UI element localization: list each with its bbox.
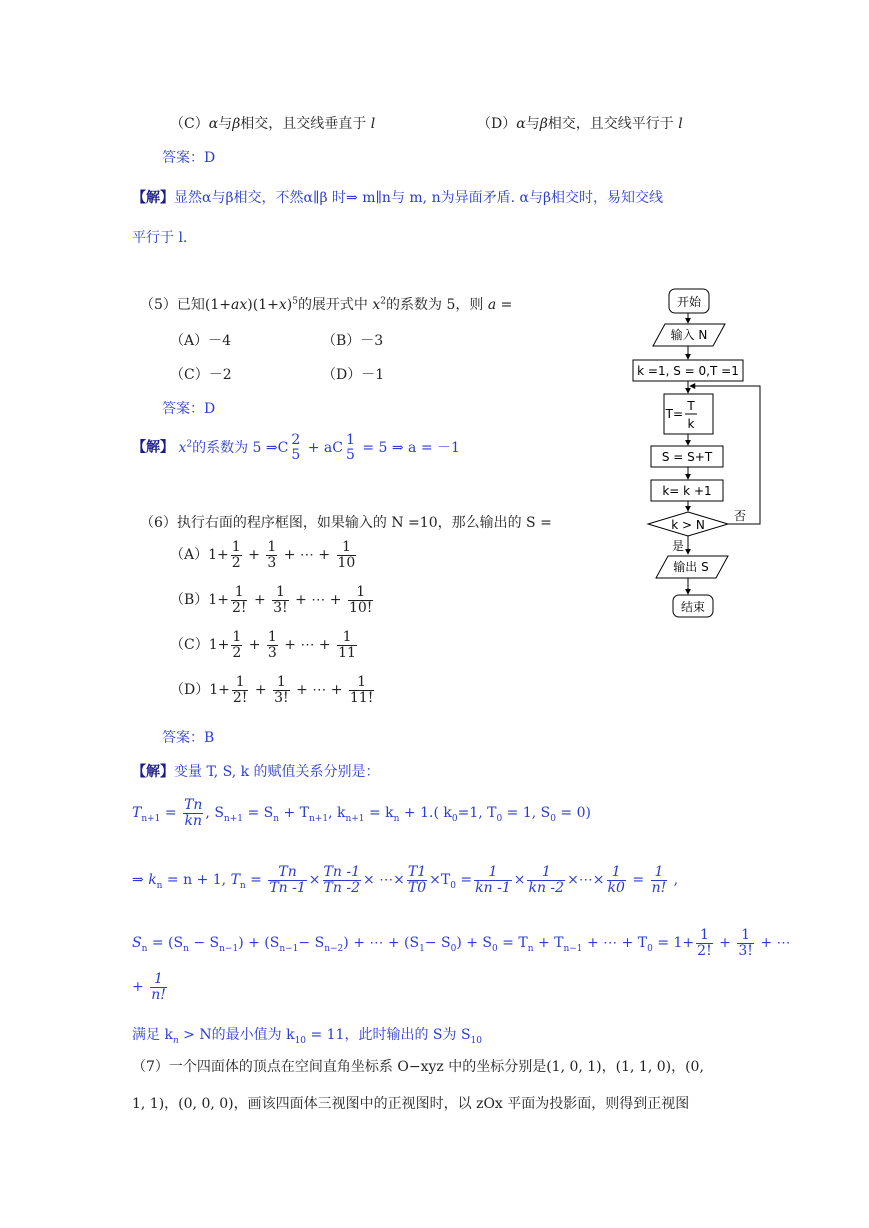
q7-line2: 1, 1)，(0, 0, 0)，画该四面体三视图中的正视图时，以 zOx 平面为投影面，则得到正视图 xyxy=(132,1096,690,1112)
flow-t-assign-lhs: T= xyxy=(665,407,683,421)
flow-output-label: 输出 S xyxy=(673,560,709,574)
flow-t-assign-den: k xyxy=(687,417,695,431)
flow-t-assign-num: T xyxy=(687,399,695,413)
flow-yes-label: 是 xyxy=(671,539,685,553)
flow-end-label: 结束 xyxy=(680,600,706,614)
flow-condition-label: k > N xyxy=(671,518,705,532)
q5-option-c: （C）－2 xyxy=(170,367,232,383)
q6-recurrence: $T_{n+1}$ = $\frac{Tn}{kn}$ , $S_{n+1} = S_n + T_{n+1}$, $k_{n+1} = k_n + 1$.( $k_0=1$, $T_0 = 1$, $S_0 = 0$) xyxy=(132,797,591,829)
q6-answer: 答案：B xyxy=(162,730,215,746)
q4-option-c: （C）α与β相交，且交线垂直于 l xyxy=(170,116,376,132)
q6-option-d: （D）1+ $\frac{1}{2!}$ + $\frac{1}{3!}$ + ⋯ + $\frac{1}{11!}$ xyxy=(170,674,374,706)
flow-s-assign-label: S = S+T xyxy=(661,450,713,464)
flow-no-label: 否 xyxy=(733,509,747,523)
flow-k-assign-label: k= k +1 xyxy=(662,484,712,498)
q4-solution-line2: 平行于 l. xyxy=(132,230,188,246)
q6-implies-line: ⇒ $k_n = n + 1$, $T_n$ = $\frac{Tn}{Tn -1}$ × $\frac{Tn -1}{Tn -2}$ × ⋯× $\frac{T1}{T0}$ $\times T_0$ = $\frac{1}{kn -1}$ × $\frac{1}{kn -2}$ ×⋯× $\frac{1}{k0}$ = $\frac{1}{n!}$ , xyxy=(132,864,679,896)
q5-answer: 答案：D xyxy=(162,401,216,417)
q6-sum-tail: + $\frac{1}{n!}$ xyxy=(132,971,166,1003)
flow-input-label: 输入 N xyxy=(670,328,708,342)
q4-answer: 答案：D xyxy=(162,150,216,166)
q6-conclusion: 满足 $k_n > N$的最小值为 $k_{10} = 11$，此时输出的 S为 $S_{10}$ xyxy=(132,1027,482,1046)
q4-solution-line1: 【解】显然α与β相交，不然α∥β 时⇒ m∥n与 m, n为异面矛盾. α与β相交时，易知交线 xyxy=(132,190,664,206)
q6-solution-intro: 【解】变量 T, S, k 的赋值关系分别是： xyxy=(132,764,380,780)
q6-option-a: （A）1+ $\frac{1}{2}$ + $\frac{1}{3}$ + ⋯ + $\frac{1}{10}$ xyxy=(170,539,356,571)
flow-init-label: k =1, S = 0,T =1 xyxy=(637,364,739,378)
q5-option-d: （D）－1 xyxy=(322,367,385,383)
q5-solution: 【解】 $x^2$的系数为 5 ⇒C 2 5 + aC 1 5 = 5 ⇒ a = －1 xyxy=(132,432,460,463)
program-flowchart xyxy=(620,280,780,625)
q6-sum-line: $S_n = (S_n - S_{n-1}) + (S_{n-1}- S_{n-2})$ + ⋯ + $(S_1- S_0) + S_0 = T_n + T_{n-1}$ + ⋯ + $T_0 = 1+$ $\frac{1}{2!}$ + $\frac{1}{3!}$ + ⋯ xyxy=(132,927,791,959)
q6-stem: （6）执行右面的程序框图，如果输入的 N =10，那么输出的 S = xyxy=(140,515,552,531)
q6-option-c: （C）1+ $\frac{1}{2}$ + $\frac{1}{3}$ + ⋯ + $\frac{1}{11}$ xyxy=(170,629,356,661)
q5-option-b: （B）－3 xyxy=(322,333,384,349)
q4-option-d: （D）α与β相交，且交线平行于 l xyxy=(477,116,683,132)
flow-start-label: 开始 xyxy=(676,295,702,309)
q7-line1: （7）一个四面体的顶点在空间直角坐标系 O−xyz 中的坐标分别是(1, 0, 1)，(1, 1, 0)，(0, xyxy=(132,1059,704,1075)
q6-option-b: （B）1+ $\frac{1}{2!}$ + $\frac{1}{3!}$ + ⋯ + $\frac{1}{10!}$ xyxy=(170,584,373,616)
q5-option-a: （A）－4 xyxy=(170,333,232,349)
q5-stem: （5）已知$(1+ax)(1+x)^5$的展开式中 $x^2$的系数为 5，则 a = xyxy=(140,296,513,313)
